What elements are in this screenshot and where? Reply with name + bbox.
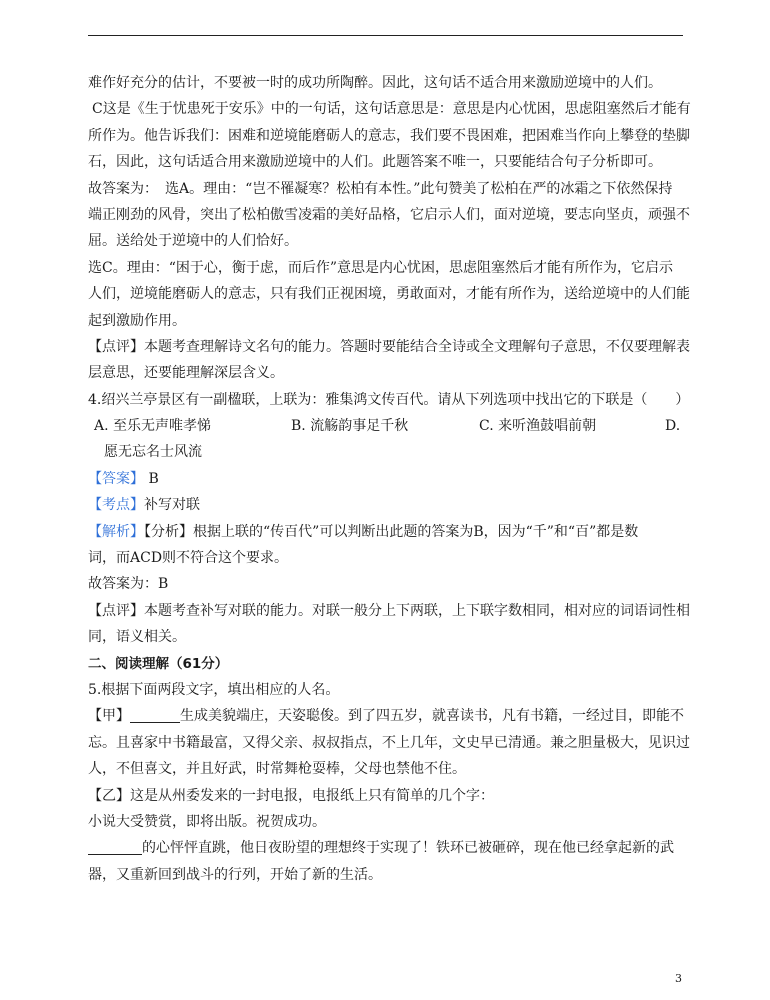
text-line: 端正刚劲的风骨，突出了松柏傲雪凌霜的美好品格，它启示人们，面对逆境，要志向坚贞，顽强不 [88, 206, 690, 223]
text-line: 屈。送给处于逆境中的人们恰好。 [88, 233, 298, 250]
text-line: 石，因此，这句话适合用来激励逆境中的人们。此题答案不唯一，只要能结合句子分析即可。 [88, 154, 662, 171]
text-line: 【乙】这是从州委发来的一封电报，电报纸上只有简单的几个字： [88, 787, 494, 804]
answer-line [88, 466, 688, 492]
text-line: 选C。理由：“困于心，衡于虑，而后作”意思是内心忧困，思虑阻塞然后才能有所作为，它启示 [88, 259, 674, 276]
text-line: 小说大受赞赏，即将出版。祝贺成功。 [88, 813, 326, 830]
text-line: 词，而ACD则不符合这个要求。 [88, 550, 289, 567]
option-d-text: 愿无忘名士风流 [104, 444, 202, 461]
comment-text: 本题考查理解诗文名句的能力。答题时要能结合全诗或全文理解句子意思，不仅要理解表 [144, 338, 690, 355]
text-line: 人们，逆境能磨砺人的意志，只有我们正视困境，勇敢面对，才能有所作为，送给逆境中的人们能 [88, 286, 690, 303]
text-line: 层意思，还要能理解深层含义。 [88, 365, 284, 382]
passage-yi-text: 的心怦怦直跳，他日夜盼望的理想终于实现了！铁环已被砸碎，现在他已经拿起新的武 [142, 840, 674, 857]
page-number: 3 [675, 972, 682, 985]
passage-jia-text: 生成美貌端庄，天姿聪俊。到了四五岁，就喜读书，凡有书籍，一经过目，即能不 [180, 708, 684, 725]
comment-line [88, 598, 688, 624]
text-line: 同，语义相关。 [88, 629, 186, 646]
passage-yi-line [88, 835, 688, 861]
document-body [88, 70, 691, 888]
option-c: C. 来听渔鼓唱前朝 [479, 418, 597, 435]
section-heading: 二、阅读理解（61分） [88, 655, 229, 672]
analysis-line [88, 519, 688, 545]
option-d: D. [665, 418, 681, 435]
passage-jia-line [88, 703, 688, 729]
analysis-text: 【分析】根据上联的“传百代”可以判断出此题的答案为B，因为“千”和“百”都是数 [144, 523, 639, 540]
option-b: B. 流觞韵事足千秋 [291, 418, 409, 435]
text-line: 故答案为：B [88, 576, 169, 593]
knowledge-point-line [88, 492, 688, 518]
text-line: 器，又重新回到战斗的行列，开始了新的生活。 [88, 866, 382, 883]
text-line: 人，不但喜文，并且好武，时常舞枪耍棒，父母也禁他不住。 [88, 761, 466, 778]
answer-text: B [144, 470, 159, 487]
comment-text: 本题考查补写对联的能力。对联一般分上下两联，上下联字数相同，相对应的词语词性相 [144, 602, 690, 619]
knowledge-point-text: 补写对联 [144, 497, 200, 514]
text-line: 所作为。他告诉我们：困难和逆境能磨砺人的意志，我们要不畏困难，把困难当作向上攀登的垫脚 [88, 127, 690, 144]
question-5: 5.根据下面两段文字，填出相应的人名。 [88, 681, 340, 698]
question-4: 4.绍兴兰亭景区有一副楹联，上联为：雅集鸿文传百代。请从下列选项中找出它的下联是（ ） [88, 391, 690, 408]
text-line: 起到激励作用。 [88, 312, 186, 329]
comment-tag: 【点评】 [88, 602, 144, 619]
text-line: 故答案为： 选A。理由：“岂不罹凝寒？松柏有本性。”此句赞美了松柏在严的冰霜之下依然保持 [88, 180, 673, 197]
comment-line [88, 334, 688, 360]
passage-jia-tag: 【甲】 [88, 708, 130, 725]
header-rule [88, 35, 683, 36]
comment-tag: 【点评】 [88, 338, 144, 355]
answer-tag: 【答案】 [88, 470, 144, 487]
fill-blank[interactable] [130, 706, 180, 723]
text-line: 忘。且喜家中书籍最富，又得父亲、叔叔指点，不上几年，文史早已清通。兼之胆量极大，见识过 [88, 734, 690, 751]
knowledge-point-tag: 【考点】 [88, 497, 144, 514]
text-line: 难作好充分的估计，不要被一时的成功所陶醉。因此，这句话不适合用来激励逆境中的人们。 [88, 75, 662, 91]
fill-blank[interactable] [88, 838, 142, 855]
answer-options [88, 413, 688, 439]
text-line: C这是《生于忧患死于安乐》中的一句话，这句话意思是：意思是内心忧困，思虑阻塞然后才能有 [92, 101, 691, 118]
analysis-tag: 【解析】 [88, 523, 144, 540]
option-a: A. 至乐无声唯孝悌 [94, 418, 212, 435]
